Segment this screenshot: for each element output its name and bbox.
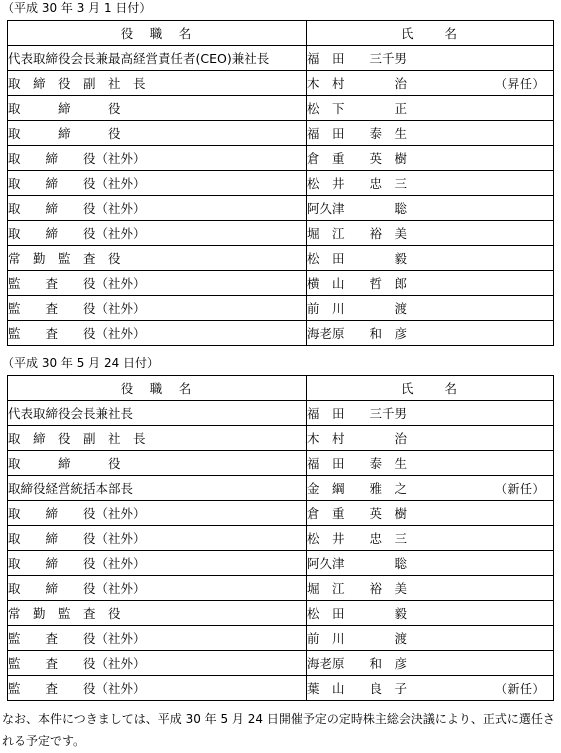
name-cell	[307, 626, 554, 651]
table-row	[8, 71, 554, 96]
table-row	[8, 651, 554, 676]
officer-name: 木 村 治	[307, 76, 408, 91]
position-cell: 取 締 役（社外）	[8, 221, 307, 246]
position-cell: 監 査 役（社外）	[8, 651, 307, 676]
status-note: （新任）	[494, 481, 545, 496]
name-cell	[307, 196, 554, 221]
position-cell: 監 査 役（社外）	[8, 676, 307, 701]
position-cell: 監 査 役（社外）	[8, 296, 307, 321]
name-cell	[307, 476, 554, 501]
officer-name: 松 井 忠 三	[307, 531, 408, 546]
position-cell: 監 査 役（社外）	[8, 626, 307, 651]
table-row	[8, 221, 554, 246]
officer-name: 海老原 和 彦	[307, 656, 408, 671]
name-cell-content	[307, 124, 553, 142]
table-row	[8, 551, 554, 576]
position-cell: 取 締 役（社外）	[8, 196, 307, 221]
table-row	[8, 246, 554, 271]
table2-body	[8, 376, 554, 701]
table-row	[8, 271, 554, 296]
table-row	[8, 96, 554, 121]
name-cell	[307, 401, 554, 426]
position-cell: 取 締 役（社外）	[8, 576, 307, 601]
position-cell: 代表取締役会長兼最高経営責任者(CEO)兼社長	[8, 46, 307, 71]
position-cell: 取 締 役	[8, 451, 307, 476]
name-cell	[307, 501, 554, 526]
name-cell-content	[307, 149, 553, 167]
name-cell-content	[307, 479, 553, 497]
name-cell	[307, 676, 554, 701]
name-cell-content	[307, 504, 553, 522]
name-cell-content	[307, 554, 553, 572]
table-row	[8, 501, 554, 526]
header-position: 役 職 名	[8, 21, 307, 46]
name-cell-content	[307, 274, 553, 292]
name-cell	[307, 551, 554, 576]
name-cell	[307, 146, 554, 171]
position-cell: 取 締 役（社外）	[8, 171, 307, 196]
position-cell: 取 締 役	[8, 96, 307, 121]
name-cell-content	[307, 579, 553, 597]
footnote: なお、本件につきましては、平成 30 年 5 月 24 日開催予定の定時株主総会決議により、正式に選任される予定です。	[2, 712, 555, 748]
officer-name: 松 下 正	[307, 101, 408, 116]
name-cell-content	[307, 74, 553, 92]
name-cell	[307, 526, 554, 551]
name-cell	[307, 46, 554, 71]
name-cell	[307, 171, 554, 196]
table-row	[8, 626, 554, 651]
table-row	[8, 171, 554, 196]
name-cell-content	[307, 429, 553, 447]
table-row	[8, 451, 554, 476]
officer-name: 福 田 泰 生	[307, 456, 408, 471]
position-cell: 代表取締役会長兼社長	[8, 401, 307, 426]
position-cell: 取 締 役（社外）	[8, 526, 307, 551]
name-cell	[307, 601, 554, 626]
officer-name: 松 田 毅	[307, 606, 408, 621]
officer-name: 堀 江 裕 美	[307, 581, 408, 596]
table-row	[8, 146, 554, 171]
position-cell: 常 勤 監 査 役	[8, 601, 307, 626]
name-cell	[307, 576, 554, 601]
name-cell	[307, 71, 554, 96]
officer-table-march	[7, 20, 554, 346]
position-cell: 取 締 役（社外）	[8, 551, 307, 576]
header-name: 氏 名	[307, 21, 554, 46]
table-row	[8, 121, 554, 146]
table-row	[8, 476, 554, 501]
position-cell: 取 締 役	[8, 121, 307, 146]
officer-name: 福 田 三千男	[307, 51, 408, 66]
table-row	[8, 401, 554, 426]
table-row	[8, 676, 554, 701]
position-cell: 監 査 役（社外）	[8, 271, 307, 296]
name-cell	[307, 651, 554, 676]
officer-name: 松 井 忠 三	[307, 176, 408, 191]
table1-body	[8, 21, 554, 346]
officer-name: 福 田 三千男	[307, 406, 408, 421]
name-cell-content	[307, 629, 553, 647]
position-cell: 監 査 役（社外）	[8, 321, 307, 346]
name-cell	[307, 296, 554, 321]
officer-name: 堀 江 裕 美	[307, 226, 408, 241]
officer-name: 福 田 泰 生	[307, 126, 408, 141]
name-cell-content	[307, 604, 553, 622]
officer-name: 前 川 渡	[307, 301, 408, 316]
table1-caption: （平成 30 年 3 月 1 日付）	[2, 1, 152, 15]
officer-name: 金 綱 雅 之	[307, 481, 408, 496]
name-cell-content	[307, 49, 553, 67]
position-cell: 常 勤 監 査 役	[8, 246, 307, 271]
status-note: （新任）	[494, 681, 545, 696]
officer-table-may	[7, 375, 554, 701]
name-cell	[307, 321, 554, 346]
name-cell-content	[307, 299, 553, 317]
officer-name: 倉 重 英 樹	[307, 151, 408, 166]
name-cell	[307, 451, 554, 476]
officer-name: 葉 山 良 子	[307, 681, 408, 696]
name-cell-content	[307, 404, 553, 422]
table-row	[8, 526, 554, 551]
officer-name: 海老原 和 彦	[307, 326, 408, 341]
table2-caption: （平成 30 年 5 月 24 日付）	[2, 356, 160, 370]
table1-header-row	[8, 21, 554, 46]
name-cell-content	[307, 454, 553, 472]
position-cell: 取 締 役 副 社 長	[8, 426, 307, 451]
name-cell-content	[307, 679, 553, 697]
name-cell-content	[307, 529, 553, 547]
officer-name: 前 川 渡	[307, 631, 408, 646]
name-cell	[307, 96, 554, 121]
name-cell-content	[307, 99, 553, 117]
status-note: （昇任）	[494, 76, 545, 91]
name-cell-content	[307, 199, 553, 217]
table-row	[8, 426, 554, 451]
table2-header-row	[8, 376, 554, 401]
position-cell: 取 締 役（社外）	[8, 501, 307, 526]
table-row	[8, 576, 554, 601]
officer-name: 阿久津 聡	[307, 556, 408, 571]
table-row	[8, 46, 554, 71]
table-row	[8, 321, 554, 346]
officer-name: 阿久津 聡	[307, 201, 408, 216]
name-cell	[307, 246, 554, 271]
table-row	[8, 296, 554, 321]
officer-name: 倉 重 英 樹	[307, 506, 408, 521]
position-cell: 取 締 役 副 社 長	[8, 71, 307, 96]
name-cell-content	[307, 249, 553, 267]
officer-name: 横 山 哲 郎	[307, 276, 408, 291]
position-cell: 取 締 役（社外）	[8, 146, 307, 171]
name-cell	[307, 221, 554, 246]
table-row	[8, 601, 554, 626]
table-row	[8, 196, 554, 221]
name-cell-content	[307, 224, 553, 242]
officer-name: 木 村 治	[307, 431, 408, 446]
name-cell-content	[307, 654, 553, 672]
name-cell	[307, 121, 554, 146]
name-cell-content	[307, 324, 553, 342]
officer-name: 松 田 毅	[307, 251, 408, 266]
header-position: 役 職 名	[8, 376, 307, 401]
header-name: 氏 名	[307, 376, 554, 401]
name-cell-content	[307, 174, 553, 192]
name-cell	[307, 271, 554, 296]
position-cell: 取締役経営統括本部長	[8, 476, 307, 501]
name-cell	[307, 426, 554, 451]
